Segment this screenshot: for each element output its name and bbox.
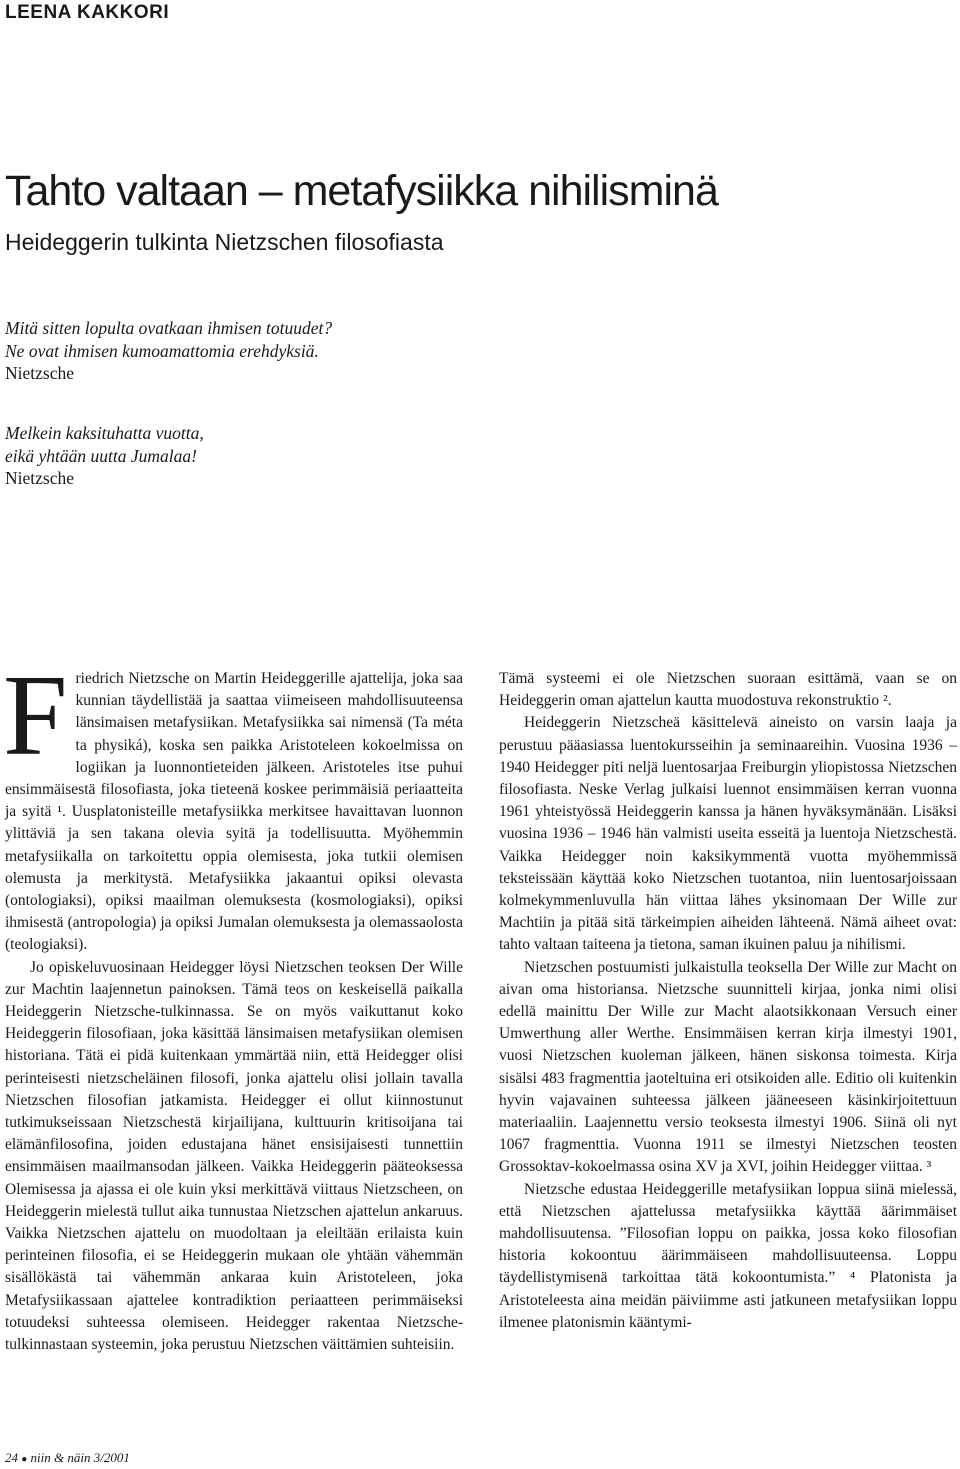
body-paragraph: Tämä systeemi ei ole Nietzschen suoraan esittämä, vaan se on Heideggerin oman ajattelun kautta muodostuva rekonstruktio ². — [499, 670, 957, 710]
body-paragraph: Heideggerin Nietzscheä käsittelevä aineisto on varsin laaja ja perustuu pääasiassa luentokursseihin ja seminaareihin. Vuosina 1936 – 1940 Heidegger piti neljä luentosarjaa Freiburgin yliopistossa Nietzschen filosofiasta. Neske Verlag julkaisi luennot ensimmäisen kerran vuonna 1961 yhteistyössä Heideggerin kanssa ja hänen hyväksymänään. Lisäksi vuosina 1936 – 1946 hän valmisti useita esseitä ja luentoja Nietzschestä. Vaikka Heidegger noin kaksikymmentä vuotta myöhemmissä teksteissään käyttää koko Nietzschen tuotantoa, niin luentosarjoissaan kolmekymmenluvulla hän viittaa lähes yksinomaan Der Wille zur Machtiin ja pitää sitä tärkeimpien aiheiden lähteenä. Nämä aiheet ovat: tahto valtaan taiteena ja tietona, saman ikuinen paluu ja nihilismi. — [499, 714, 957, 954]
page-number: 24 — [5, 1450, 18, 1465]
article-title: Tahto valtaan – metafysiikka nihilisminä — [5, 167, 718, 215]
bullet-icon: ● — [21, 1454, 28, 1465]
body-paragraph: riedrich Nietzsche on Martin Heideggerille ajattelija, joka saa kunnian täydellistää ja saattaa viimeiseen mahdollisuuteensa länsimaisen metafysiikan. Metafysiikka sai nimensä (Ta méta ta physiká), koska sen paikka Aristoteleen kokoelmissa on logiikan ja luonnontieteiden jälkeen. Aristoteles itse puhui ensimmäisestä filosofiasta, joka tieteenä koskee perimmäisiä periaatteita ja syitä ¹. Uusplatonisteille metafysiikka merkitsee havaittavan luonnon ylittäviä ja sen takana olevia syitä ja todellisuutta. Myöhemmin metafysiikalla on tarkoitettu oppia olemisesta, joka tutkii olemisen olemusta ja merkitystä. Metafysiikka jakaantui opiksi olevasta (ontologiaksi), opiksi maailman olemuksesta (kosmologiaksi), opiksi ihmisestä (antropologia) ja opiksi Jumalan olemuksesta ja olemassaolosta (teologiaksi). — [5, 670, 463, 954]
epigraph-1 — [5, 317, 505, 385]
drop-cap: F — [3, 652, 68, 780]
body-paragraph: Jo opiskeluvuosinaan Heidegger löysi Nietzschen teoksen Der Wille zur Machtin laajennetun painoksen. Tämä teos on keskeisellä paikalla Heideggerin Nietzsche-tulkinnassa. Se on myös vaikuttanut koko Heideggerin filosofiaan, joka käsittää länsimaisen metafysiikan olemisen historiana. Tätä ei pidä kuitenkaan ymmärtää niin, että Heidegger olisi perinteisesti nietzscheläinen filosofi, jonka ajattelu olisi jollain tavalla Nietzschen filosofian jatkamista. Heidegger ei ollut kiinnostunut tutkimukseissaan Nietzschestä kirjailijana, kulttuurin kritisoijana tai elämänfilosofina, joiden edustajana hänet ensisijaisesti tunnettiin ensimmäisen maailmansodan jälkeen. Vaikka Heideggerin pääteoksessa Olemisessa ja ajassa ei ole kuin yksi merkittävä viittaus Nietzscheen, on Heideggerin mielestä tullut aika tunnustaa Nietzschen ajattelun ankaruus. Vaikka Nietzschen ajattelu on muodoltaan ja eleiltään erilaista kuin perinteinen filosofia, ei se Heideggerin mukaan ole yhtään vähemmän sisällökästä tai vähemmän ankaraa kuin Aristoteleen, joka Metafysiikassaan ajattelee kontradiktion periaatteen perimmäiseksi totuudeksi suhteessa olemiseen. Heidegger rakentaa Nietzsche-tulkinnastaan systeemin, joka perustuu Nietzschen väittämien suhteisiin. — [5, 958, 463, 1354]
body-paragraph: Nietzschen postuumisti julkaistulla teoksella Der Wille zur Macht on aivan oma historiansa. Nietzsche suunnitteli kirjaa, jonka nimi olisi edellä mainittu Der Wille zur Macht alaotsikkonaan Versuch einer Umwerthung aller Werthe. Ensimmäisen kerran kirja ilmestyi 1901, vuosi Nietzschen kuoleman jälkeen, hänen siskonsa toimesta. Kirja sisälsi 483 fragmenttia jaoteltuina eri otsikoiden alle. Editio oli kuitenkin hyvin vajavainen suhteessa jälkeen jääneeseen käsinkirjoitettuun materiaaliin. Laajennettu versio teoksesta ilmestyi 1906. Siinä oli nyt 1067 fragmenttia. Vuonna 1911 se ilmestyi Nietzschen teosten Grossoktav-kokoelmassa osina XV ja XVI, joihin Heidegger viittaa. ³ — [499, 958, 957, 1176]
body-paragraph: Nietzsche edustaa Heideggerille metafysiikan loppua siinä mielessä, että Nietzschen ajattelussa metafysiikka käyttää äärimmäiset mahdollisuutensa. ”Filosofian loppu on paikka, jossa koko filosofian historia kokoontuu äärimmäiseen mahdollisuuteensa. Loppu täydellistymisenä tarkoittaa tätä kokoontumista.” ⁴ Platonista ja Aristoteleesta aina meidän päiviimme asti jatkuneen metafysiikan loppu ilmenee platonismin kääntymi- — [499, 1180, 957, 1331]
epigraph-line: eikä yhtään uutta Jumalaa! — [5, 445, 197, 466]
epigraph-2 — [5, 422, 505, 490]
author-name: LEENA KAKKORI — [5, 2, 170, 23]
page-footer — [5, 1450, 130, 1466]
epigraph-source: Nietzsche — [5, 468, 74, 488]
body-column-right — [499, 668, 957, 1334]
epigraph-line: Melkein kaksituhatta vuotta, — [5, 423, 204, 443]
publication-name: niin & näin 3/2001 — [30, 1450, 130, 1465]
epigraph-line: Ne ovat ihmisen kumoamattomia erehdyksiä. — [5, 340, 319, 361]
body-column-left — [3, 652, 463, 1356]
epigraph-line: Mitä sitten lopulta ovatkaan ihmisen totuudet? — [5, 318, 333, 338]
epigraph-source: Nietzsche — [5, 363, 74, 383]
article-subtitle: Heideggerin tulkinta Nietzschen filosofiasta — [5, 229, 444, 255]
